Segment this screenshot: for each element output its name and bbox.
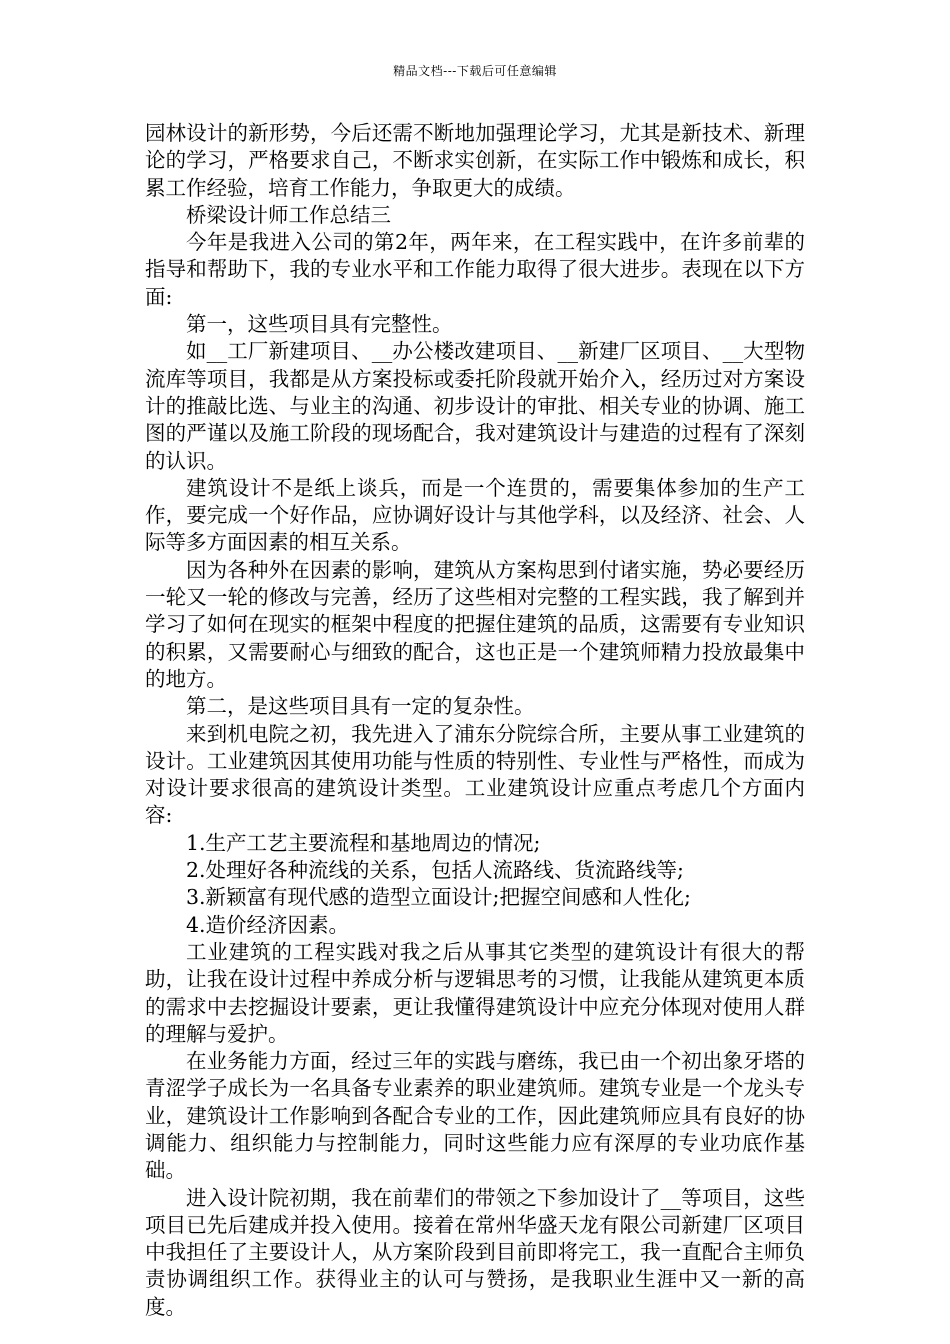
paragraph: 第二，是这些项目具有一定的复杂性。 xyxy=(186,694,535,719)
list-item: 1.生产工艺主要流程和基地周边的情况; xyxy=(186,830,541,855)
paragraph: 建筑设计不是纸上谈兵，而是一个连贯的，需要集体参加的生产工作，要完成一个好作品，应协调好设计与其他学科，以及经济、社会、人际等多方面因素的相互关系。 xyxy=(145,475,805,555)
paragraph: 今年是我进入公司的第2年，两年来，在工程实践中，在许多前辈的指导和帮助下，我的专业水平和工作能力取得了很大进步。表现在以下方面: xyxy=(145,230,805,309)
section-heading: 桥梁设计师工作总结三 xyxy=(186,202,391,227)
paragraph: 园林设计的新形势，今后还需不断地加强理论学习，尤其是新技术、新理论的学习，严格要求自己，不断求实创新，在实际工作中锻炼和成长，积累工作经验，培育工作能力，争取更大的成绩。 xyxy=(145,121,805,200)
page-header: 精品文档---下载后可任意编辑 xyxy=(393,64,557,78)
paragraph: 进入设计院初期，我在前辈们的带领之下参加设计了__等项目，这些项目已先后建成并投入使用。接着在常州华盛天龙有限公司新建厂区项目中我担任了主要设计人，从方案阶段到目前即将完工，我一直配合主师负责协调组织工作。获得业主的认可与赞扬，是我职业生涯中又一新的高度。 xyxy=(145,1185,805,1319)
document-body xyxy=(145,120,805,1321)
paragraph: 如__工厂新建项目、__办公楼改建项目、__新建厂区项目、__大型物流库等项目，我都是从方案投标或委托阶段就开始介入，经历过对方案设计的推敲比选、与业主的沟通、初步设计的审批、相关专业的协调、施工图的严谨以及施工阶段的现场配合，我对建筑设计与建造的过程有了深刻的认识。 xyxy=(145,339,805,473)
paragraph: 第一，这些项目具有完整性。 xyxy=(186,312,453,337)
list-item: 2.处理好各种流线的关系，包括人流路线、货流路线等; xyxy=(186,858,684,883)
paragraph: 来到机电院之初，我先进入了浦东分院综合所，主要从事工业建筑的设计。工业建筑因其使用功能与性质的特别性、专业性与严格性，而成为对设计要求很高的建筑设计类型。工业建筑设计应重点考虑几个方面内容: xyxy=(145,721,805,828)
paragraph: 因为各种外在因素的影响，建筑从方案构思到付诸实施，势必要经历一轮又一轮的修改与完善，经历了这些相对完整的工程实践，我了解到并学习了如何在现实的框架中程度的把握住建筑的品质，这需要有专业知识的积累，又需要耐心与细致的配合，这也正是一个建筑师精力投放最集中的地方。 xyxy=(145,557,805,691)
paragraph: 在业务能力方面，经过三年的实践与磨练，我已由一个初出象牙塔的青涩学子成长为一名具备专业素养的职业建筑师。建筑专业是一个龙头专业，建筑设计工作影响到各配合专业的工作，因此建筑师应具有良好的协调能力、组织能力与控制能力，同时这些能力应有深厚的专业功底作基础。 xyxy=(145,1049,805,1183)
list-item: 4.造价经济因素。 xyxy=(186,912,350,937)
paragraph: 工业建筑的工程实践对我之后从事其它类型的建筑设计有很大的帮助，让我在设计过程中养成分析与逻辑思考的习惯，让我能从建筑更本质的需求中去挖掘设计要素，更让我懂得建筑设计中应充分体现对使用人群的理解与爱护。 xyxy=(145,939,805,1046)
list-item: 3.新颖富有现代感的造型立面设计;把握空间感和人性化; xyxy=(186,885,691,910)
